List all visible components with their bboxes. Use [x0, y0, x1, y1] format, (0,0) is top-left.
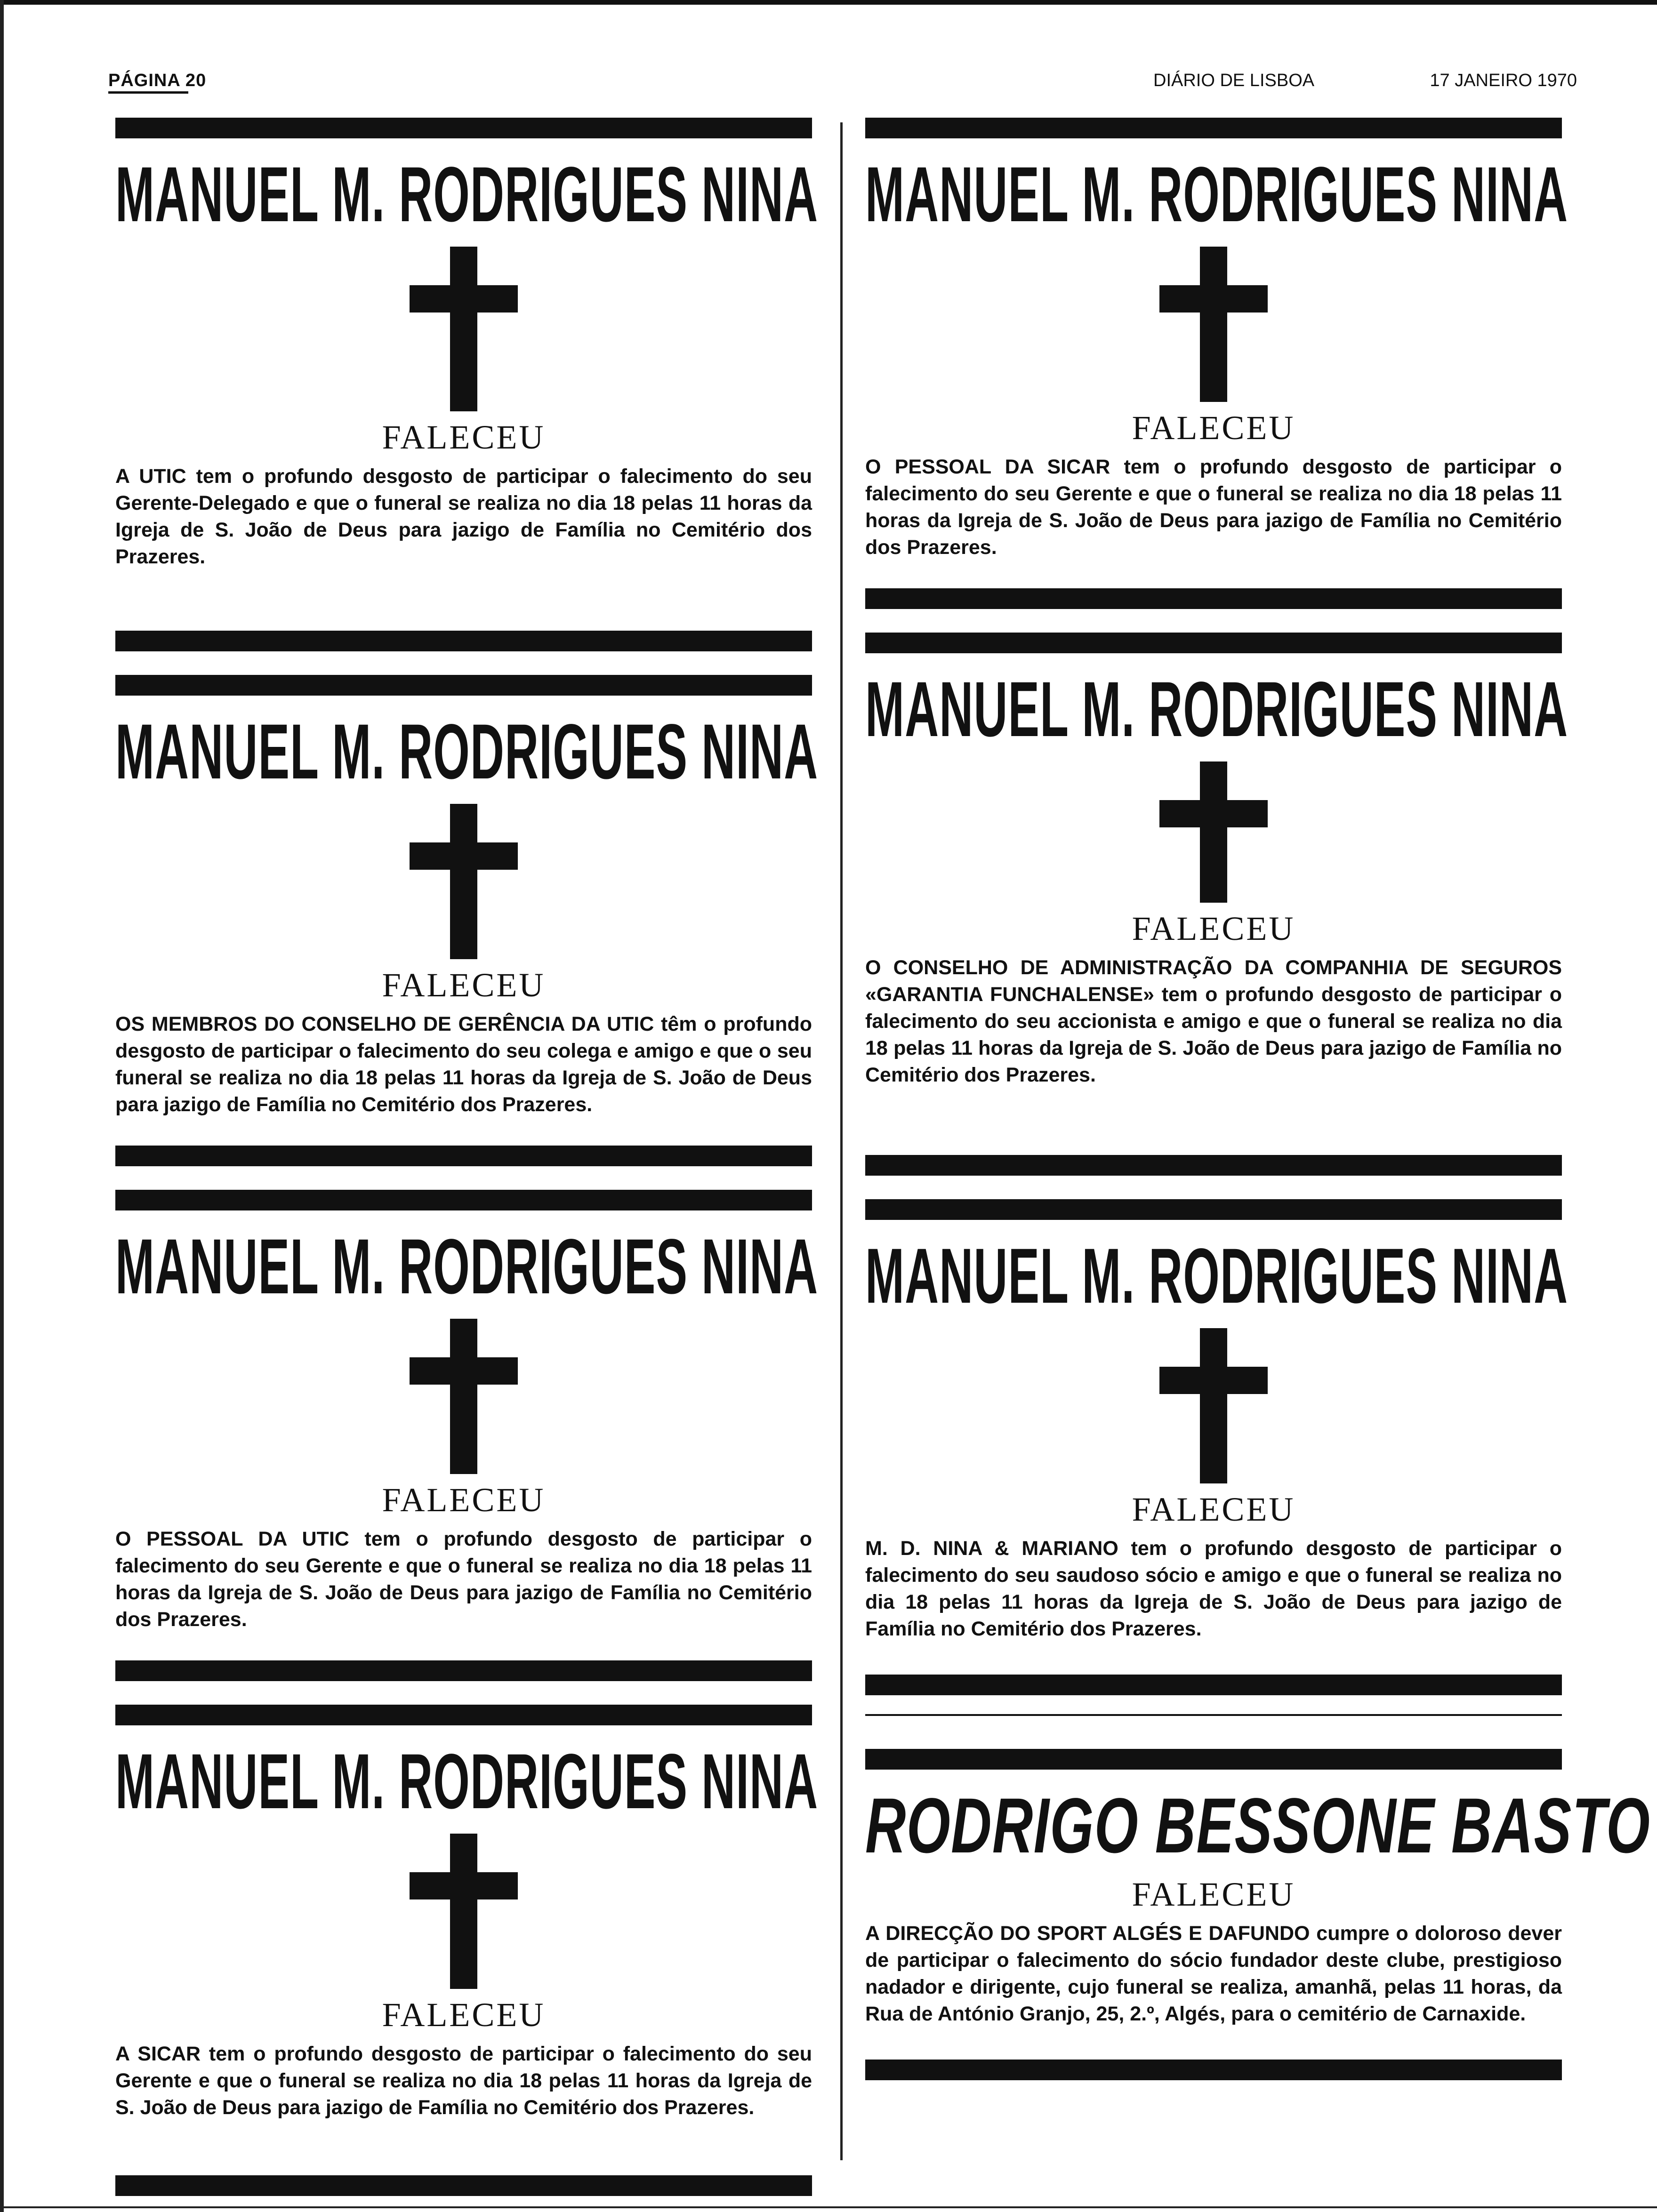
- deceased-name: MANUEL M. RODRIGUES NINA: [865, 666, 1569, 753]
- black-rule: [115, 1705, 812, 1725]
- page-header: [108, 71, 1577, 94]
- deceased-name: MANUEL M. RODRIGUES NINA: [865, 1233, 1569, 1320]
- cross-icon: [410, 804, 518, 959]
- notice-text: A SICAR tem o profundo desgosto de participar o falecimento do seu Gerente e que o funeral se realiza no dia 18 pelas 11 horas da Igreja de S. João de Deus para jazigo de Família no Cemitério dos Prazeres.: [115, 2043, 812, 2119]
- black-rule: [115, 1146, 812, 1166]
- black-rule: [115, 1190, 812, 1210]
- black-rule: [115, 675, 812, 696]
- black-rule: [115, 631, 812, 651]
- page-border-top: [0, 0, 1657, 5]
- black-rule: [865, 1155, 1562, 1176]
- black-rule: [865, 1199, 1562, 1220]
- faleceu-label: FALECEU: [382, 966, 546, 1004]
- faleceu-label: FALECEU: [382, 1481, 546, 1519]
- deceased-name: MANUEL M. RODRIGUES NINA: [115, 151, 819, 238]
- black-rule: [115, 118, 812, 138]
- page-border-left: [0, 0, 4, 2212]
- left-column: [115, 118, 819, 2196]
- black-rule: [865, 118, 1562, 138]
- notice-text: A DIRECÇÃO DO SPORT ALGÉS E DAFUNDO cumpre o doloroso dever de participar o falecimento do sócio fundador deste clube, prestigioso nadador e dirigente, cujo funeral se realiza, amanhã, pelas 11 horas, da Rua de António Granjo, 25, 2.º, Algés, para o cemitério de Carnaxide.: [865, 1922, 1562, 2025]
- column-divider: [840, 122, 843, 2160]
- deceased-name: MANUEL M. RODRIGUES NINA: [115, 1738, 819, 1825]
- faleceu-label: FALECEU: [1132, 1875, 1295, 1913]
- obituary-notice: [865, 1749, 1651, 2060]
- black-rule: [115, 2175, 812, 2196]
- obituary-notice: [115, 675, 819, 1146]
- faleceu-label: FALECEU: [1132, 1491, 1295, 1528]
- cross-icon: [1159, 1328, 1268, 1483]
- obituary-notice: [865, 118, 1569, 588]
- obituary-notice: [865, 633, 1569, 1155]
- right-column: [865, 118, 1651, 2080]
- obituary-notice: [115, 1705, 819, 2175]
- black-rule: [865, 588, 1562, 609]
- notice-text: A UTIC tem o profundo desgosto de participar o falecimento do seu Gerente-Delegado e que o funeral se realiza no dia 18 pelas 11 horas da Igreja de S. João de Deus para jazigo de Família no Cemitério dos Prazeres.: [115, 465, 812, 568]
- faleceu-label: FALECEU: [1132, 409, 1295, 447]
- obituary-notice: [865, 1199, 1569, 1675]
- notice-text: O PESSOAL DA SICAR tem o profundo desgosto de participar o falecimento do seu Gerente e que o funeral se realiza no dia 18 pelas 11 horas da Igreja de S. João de Deus para jazigo de Família no Cemitério dos Prazeres.: [865, 456, 1562, 559]
- notice-text: M. D. NINA & MARIANO tem o profundo desgosto de participar o falecimento do seu saudoso sócio e amigo e que o funeral se realiza no dia 18 pelas 11 horas da Igreja de S. João de Deus para jazigo de Família no Cemitério dos Prazeres.: [865, 1537, 1562, 1640]
- black-rule: [865, 633, 1562, 653]
- faleceu-label: FALECEU: [1132, 910, 1295, 947]
- thin-rule: [865, 1714, 1562, 1716]
- cross-icon: [410, 247, 518, 411]
- black-rule: [865, 1749, 1562, 1770]
- issue-date: 17 JANEIRO 1970: [1430, 71, 1577, 90]
- obituary-notice: [115, 1190, 819, 1660]
- notice-text: O PESSOAL DA UTIC tem o profundo desgosto de participar o falecimento do seu Gerente e que o funeral se realiza no dia 18 pelas 11 horas da Igreja de S. João de Deus para jazigo de Família no Cemitério dos Prazeres.: [115, 1528, 812, 1631]
- cross-icon: [410, 1834, 518, 1989]
- obituary-notice: [115, 118, 819, 631]
- deceased-name: MANUEL M. RODRIGUES NINA: [115, 1223, 819, 1310]
- black-rule: [115, 1660, 812, 1681]
- black-rule: [865, 1675, 1562, 1695]
- black-rule: [865, 2060, 1562, 2080]
- deceased-name: MANUEL M. RODRIGUES NINA: [115, 708, 819, 795]
- page-number-underline: [108, 91, 188, 94]
- newspaper-title: DIÁRIO DE LISBOA: [1153, 71, 1315, 90]
- notice-text: O CONSELHO DE ADMINISTRAÇÃO DA COMPANHIA DE SEGUROS «GARANTIA FUNCHALENSE» tem o profundo desgosto de participar o falecimento do seu accionista e amigo e que o funeral se realiza no dia 18 pelas 11 horas da Igreja de S. João de Deus para jazigo de Família no Cemitério dos Prazeres.: [865, 956, 1562, 1086]
- cross-icon: [1159, 247, 1268, 402]
- faleceu-label: FALECEU: [382, 418, 546, 456]
- cross-icon: [410, 1319, 518, 1474]
- notice-text: OS MEMBROS DO CONSELHO DE GERÊNCIA DA UTIC têm o profundo desgosto de participar o falecimento do seu colega e amigo e que o seu funeral se realiza no dia 18 pelas 11 horas da Igreja de S. João de Deus para jazigo de Família no Cemitério dos Prazeres.: [115, 1013, 812, 1116]
- cross-icon: [1159, 761, 1268, 903]
- faleceu-label: FALECEU: [382, 1996, 546, 2034]
- deceased-name: RODRIGO BESSONE BASTO: [865, 1782, 1651, 1869]
- page-number: PÁGINA 20: [108, 71, 207, 90]
- page-border-bottom: [0, 2206, 1657, 2208]
- deceased-name: MANUEL M. RODRIGUES NINA: [865, 151, 1569, 238]
